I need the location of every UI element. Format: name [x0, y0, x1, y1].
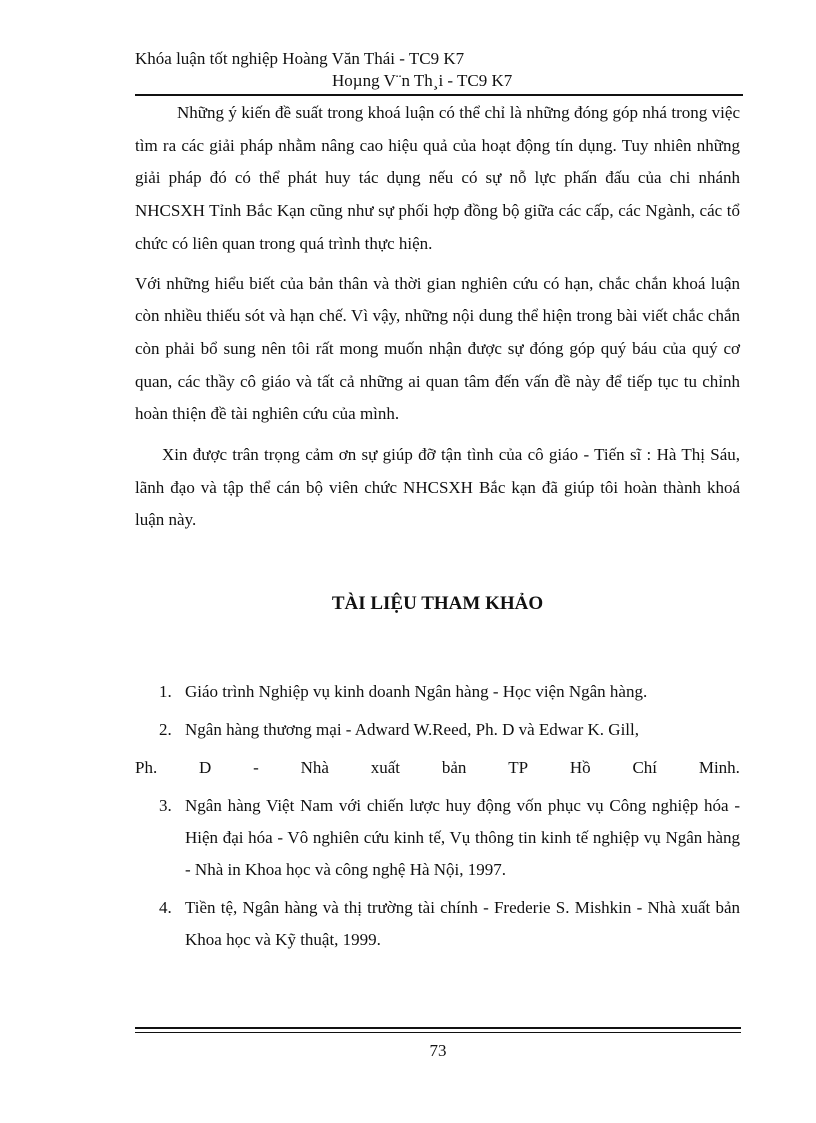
- reference-number: 4.: [159, 898, 172, 918]
- header-line-1: Khóa luận tốt nghiệp Hoàng Văn Thái - TC9 K7: [135, 49, 465, 68]
- continuation-word: D: [199, 758, 212, 778]
- page-header: [135, 48, 743, 92]
- continuation-word: Ph.: [135, 758, 158, 778]
- footer-divider-thin: [135, 1032, 741, 1033]
- references-title: TÀI LIỆU THAM KHẢO: [331, 593, 544, 615]
- reference-text: Giáo trình Nghiệp vụ kinh doanh Ngân hàng - Học viện Ngân hàng.: [185, 682, 648, 702]
- continuation-word: TP: [508, 758, 529, 778]
- header-line-2: Hoµng V¨n Th¸i - TC9 K7: [332, 71, 513, 90]
- paragraph-1: Những ý kiến đề suất trong khoá luận có thể chỉ là những đóng góp nhá trong việc tìm ra các giải pháp nhằm nâng cao hiệu quả của hoạt động tín dụng. Tuy nhiên những giải pháp đó có thể phát huy tác dụng nếu có sự nỗ lực phấn đấu của chi nhánh NHCSXH Tỉnh Bắc Kạn cũng như sự phối hợp đồng bộ giữa các cấp, các Ngành, các tổ chức có liên quan trong quá trình thực hiện.: [135, 103, 740, 253]
- continuation-word: Chí: [632, 758, 658, 778]
- paragraph-3: Xin được trân trọng cảm ơn sự giúp đỡ tận tình của cô giáo - Tiến sĩ : Hà Thị Sáu, lãnh đạo và tập thể cán bộ viên chức NHCSXH Bắc kạn đã giúp tôi hoàn thành khoá luận này.: [135, 445, 740, 530]
- page-body: [135, 97, 740, 962]
- reference-text: Ngân hàng thương mại - Adward W.Reed, Ph. D và Edwar K. Gill,: [185, 720, 639, 740]
- continuation-word: -: [253, 758, 259, 778]
- reference-number: 3.: [159, 796, 172, 816]
- continuation-word: bản: [441, 758, 467, 778]
- reference-item: [135, 676, 740, 708]
- continuation-word: Hồ: [569, 758, 591, 778]
- reference-text: Tiền tệ, Ngân hàng và thị trường tài chính - Frederie S. Mishkin - Nhà xuất bản Khoa học và Kỹ thuật, 1999.: [185, 898, 740, 950]
- reference-number: 1.: [159, 682, 172, 702]
- reference-item: [135, 790, 740, 886]
- continuation-word: Minh.: [698, 758, 740, 778]
- reference-number: 2.: [159, 720, 172, 740]
- continuation-word: Nhà: [300, 758, 329, 778]
- continuation-word: xuất: [370, 758, 401, 778]
- footer-divider-thick: [135, 1027, 741, 1029]
- header-divider: [135, 94, 743, 96]
- references-list: [135, 676, 740, 956]
- reference-text: Ngân hàng Việt Nam với chiến lược huy động vốn phục vụ Công nghiệp hóa - Hiện đại hóa - Vô nghiên cứu kinh tế, Vụ thông tin kinh tế nghiệp vụ Ngân hàng - Nhà in Khoa học và công nghệ Hà Nội, 1997.: [185, 796, 740, 880]
- page-number: 73: [429, 1041, 447, 1060]
- reference-2-continuation: [135, 752, 740, 784]
- reference-item: [135, 892, 740, 956]
- paragraph-2: Với những hiểu biết của bản thân và thời gian nghiên cứu có hạn, chắc chắn khoá luận còn nhiều thiếu sót và hạn chế. Vì vậy, những nội dung thể hiện trong bài viết chắc chắn còn phải bổ sung nên tôi rất mong muốn nhận được sự đóng góp quý báu của quý cơ quan, các thầy cô giáo và tất cả những ai quan tâm đến vấn đề này để tiếp tục tu chỉnh hoàn thiện đề tài nghiên cứu của mình.: [135, 273, 740, 424]
- reference-item: [135, 714, 740, 746]
